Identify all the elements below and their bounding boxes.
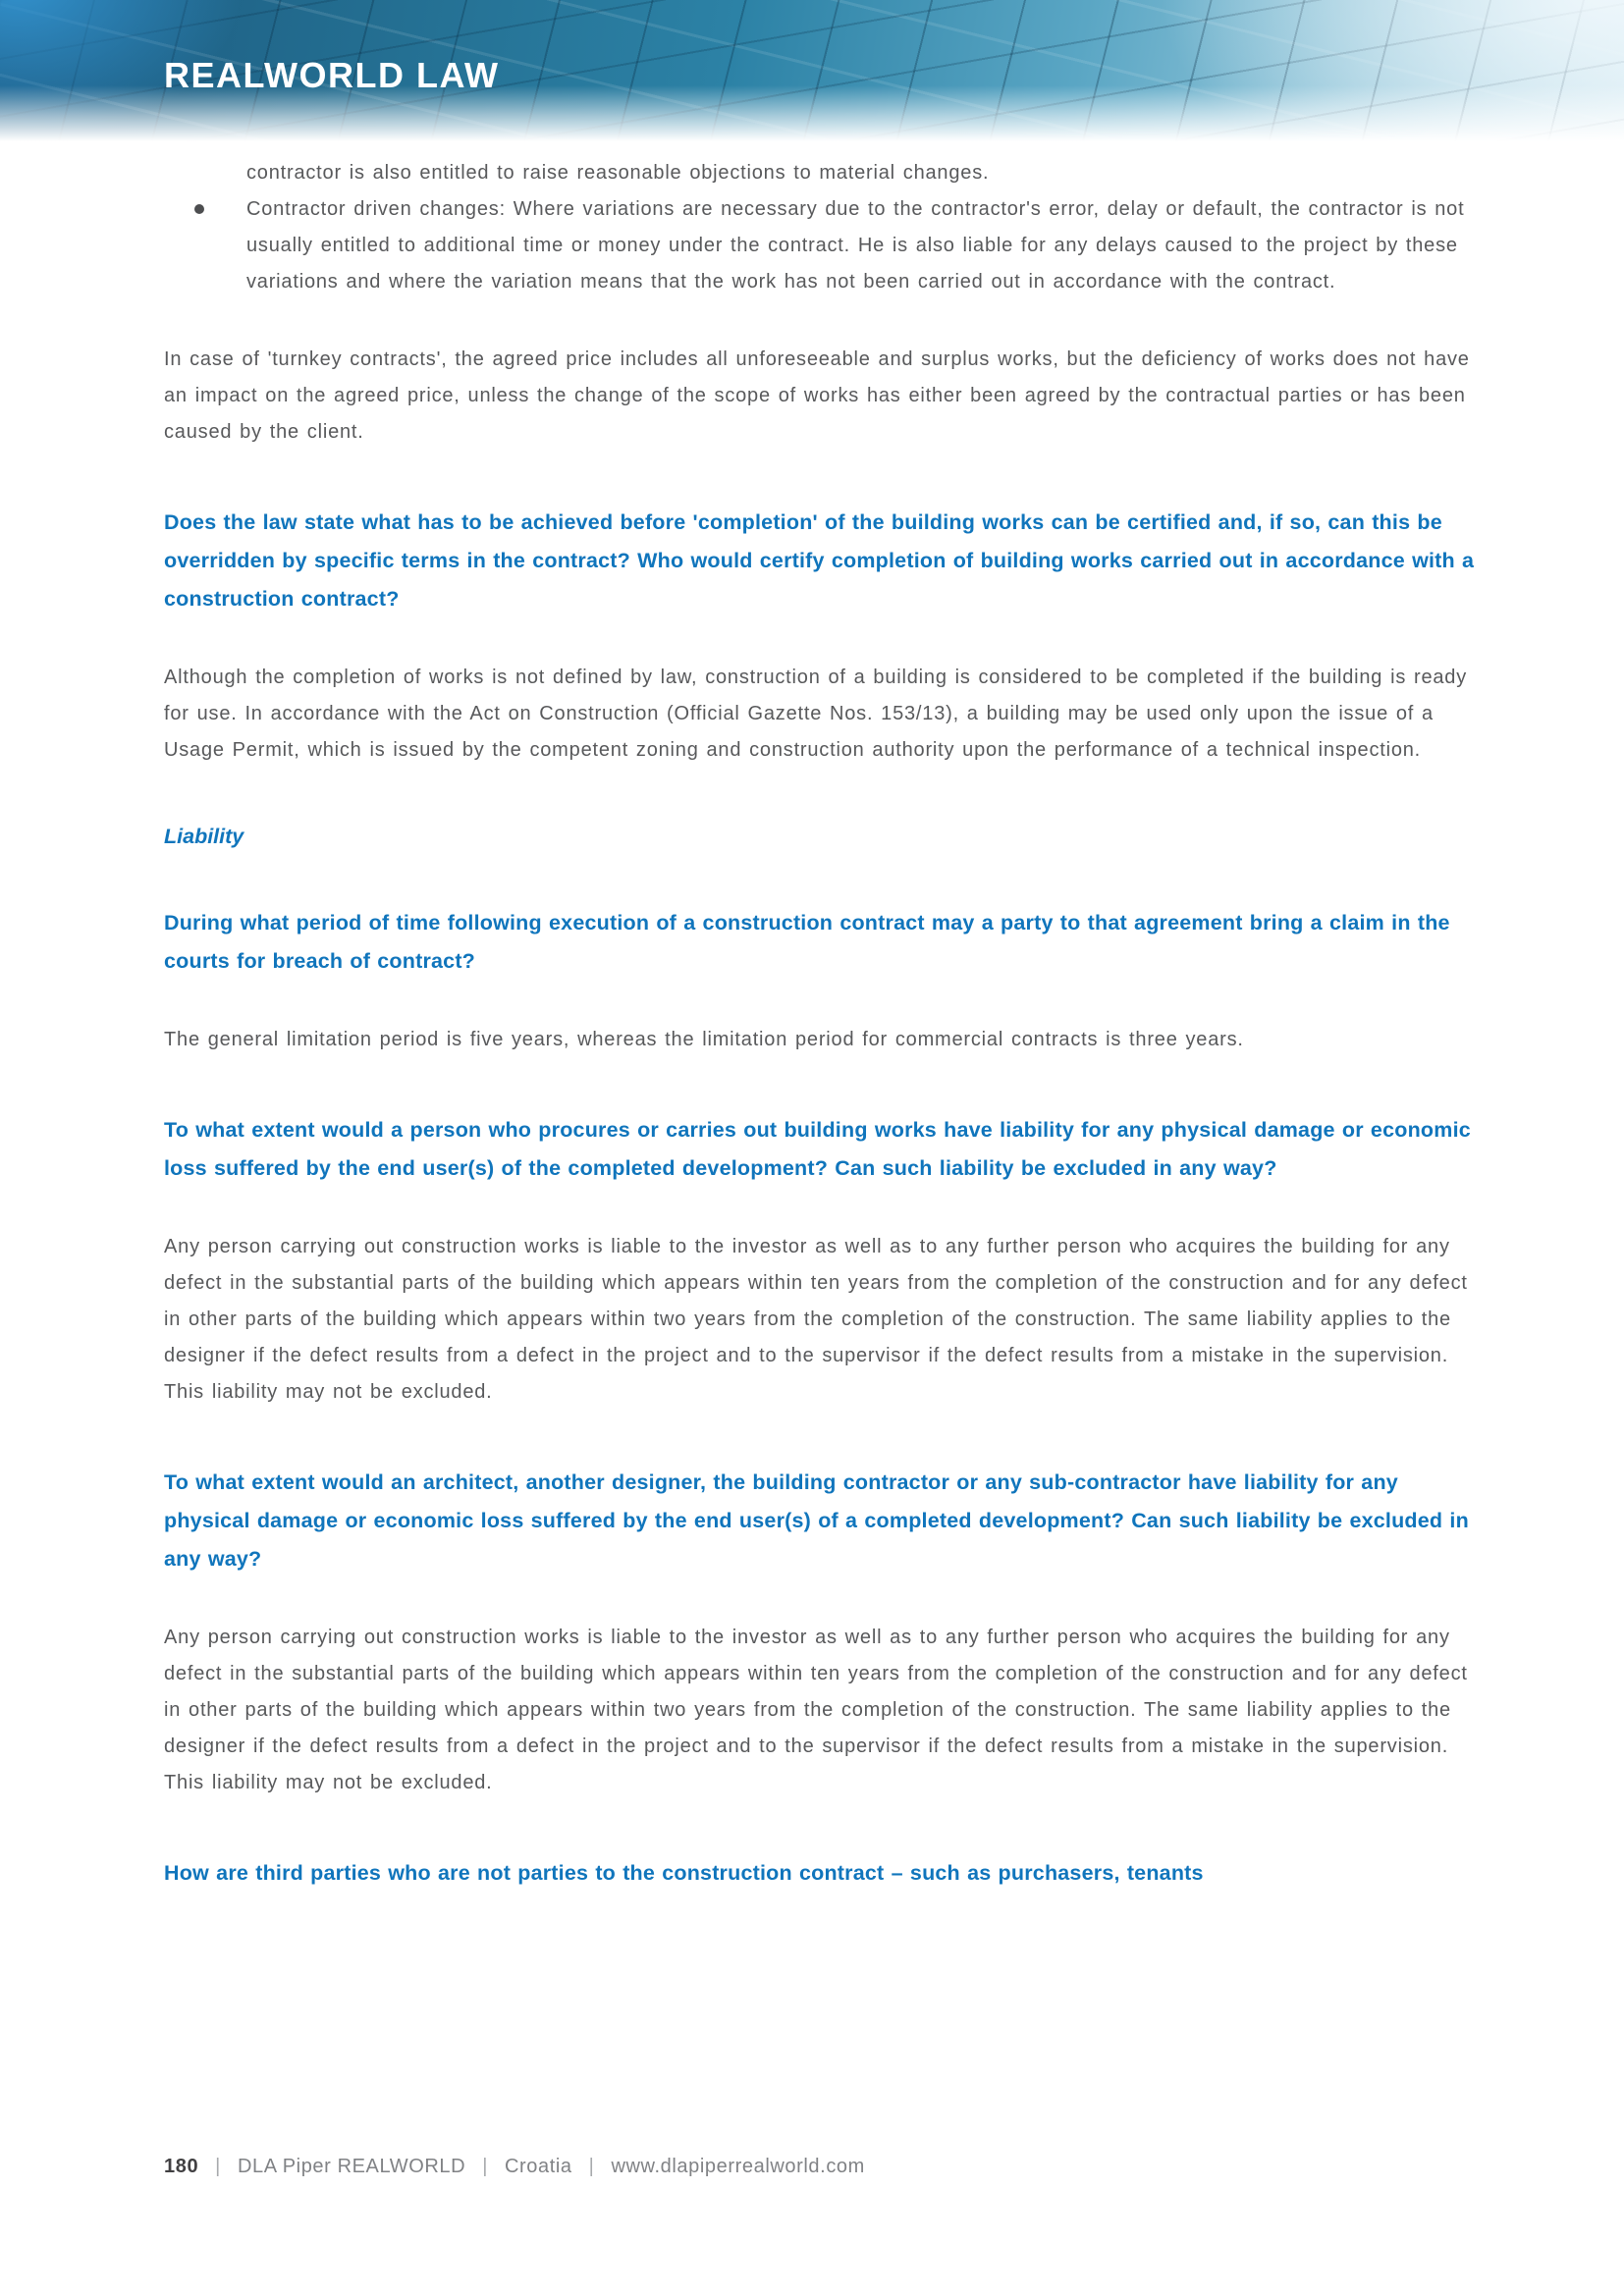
- bullet-list-item: [246, 191, 1480, 300]
- bullet-text: Contractor driven changes: Where variations are necessary due to the contractor's error, delay or default, the contractor is not usually entitled to additional time or money under the contract. He is also liable for any delays caused to the project by these variations and where the variation means that the work has not been carried out in accordance with the contract.: [246, 198, 1465, 293]
- footer-separator: |: [215, 2156, 221, 2177]
- footer-brand: DLA Piper REALWORLD: [237, 2156, 466, 2177]
- header-banner: [0, 0, 1624, 147]
- footer-country: Croatia: [504, 2156, 572, 2177]
- page-number: 180: [164, 2156, 199, 2177]
- question-heading: How are third parties who are not parties to the construction contract – such as purchasers, tenants: [164, 1861, 1204, 1885]
- section-subheading: Liability: [164, 825, 244, 848]
- footer-separator: |: [588, 2156, 595, 2177]
- question-heading: Does the law state what has to be achieved before 'completion' of the building works can be certified and, if so, can this be overridden by specific terms in the contract? Who would certify completion of building works carried out in accordance with a construction contract?: [164, 510, 1475, 611]
- bullet-icon: [194, 204, 204, 214]
- paragraph: Although the completion of works is not defined by law, construction of a building is considered to be completed if the building is ready for use. In accordance with the Act on Construction (Official Gazette Nos. 153/13), a building may be used only upon the issue of a Usage Permit, which is issued by the competent zoning and construction authority upon the performance of a technical inspection.: [164, 667, 1468, 761]
- page-footer: [164, 2156, 865, 2178]
- paragraph: In case of 'turnkey contracts', the agreed price includes all unforeseeable and surplus works, but the deficiency of works does not have an impact on the agreed price, unless the change of the scope of works has either been agreed by the contractual parties or has been caused by the client.: [164, 348, 1470, 443]
- continuation-paragraph: contractor is also entitled to raise reasonable objections to material changes.: [246, 162, 990, 184]
- footer-separator: |: [482, 2156, 488, 2177]
- question-heading: To what extent would a person who procures or carries out building works have liability for any physical damage or economic loss suffered by the end user(s) of the completed development? Can such liability be excluded in any way?: [164, 1118, 1471, 1180]
- paragraph: Any person carrying out construction works is liable to the investor as well as to any further person who acquires the building for any defect in the substantial parts of the building which appears within ten years from the completion of the construction and for any defect in other parts of the building which appears within two years from the completion of the construction. The same liability applies to the designer if the defect results from a defect in the project and to the supervisor if the defect results from a mistake in the supervision. This liability may not be excluded.: [164, 1236, 1468, 1403]
- question-heading: To what extent would an architect, another designer, the building contractor or any sub-contractor have liability for any physical damage or economic loss suffered by the end user(s) of a completed development? Can such liability be excluded in any way?: [164, 1470, 1469, 1571]
- paragraph: The general limitation period is five years, whereas the limitation period for commercial contracts is three years.: [164, 1029, 1244, 1050]
- page-content: [164, 155, 1480, 1893]
- footer-url: www.dlapiperrealworld.com: [611, 2156, 865, 2177]
- brand-title: REALWORLD LAW: [164, 55, 500, 95]
- paragraph: Any person carrying out construction works is liable to the investor as well as to any further person who acquires the building for any defect in the substantial parts of the building which appears within ten years from the completion of the construction and for any defect in other parts of the building which appears within two years from the completion of the construction. The same liability applies to the designer if the defect results from a defect in the project and to the supervisor if the defect results from a mistake in the supervision. This liability may not be excluded.: [164, 1627, 1468, 1793]
- question-heading: During what period of time following execution of a construction contract may a party to that agreement bring a claim in the courts for breach of contract?: [164, 911, 1450, 973]
